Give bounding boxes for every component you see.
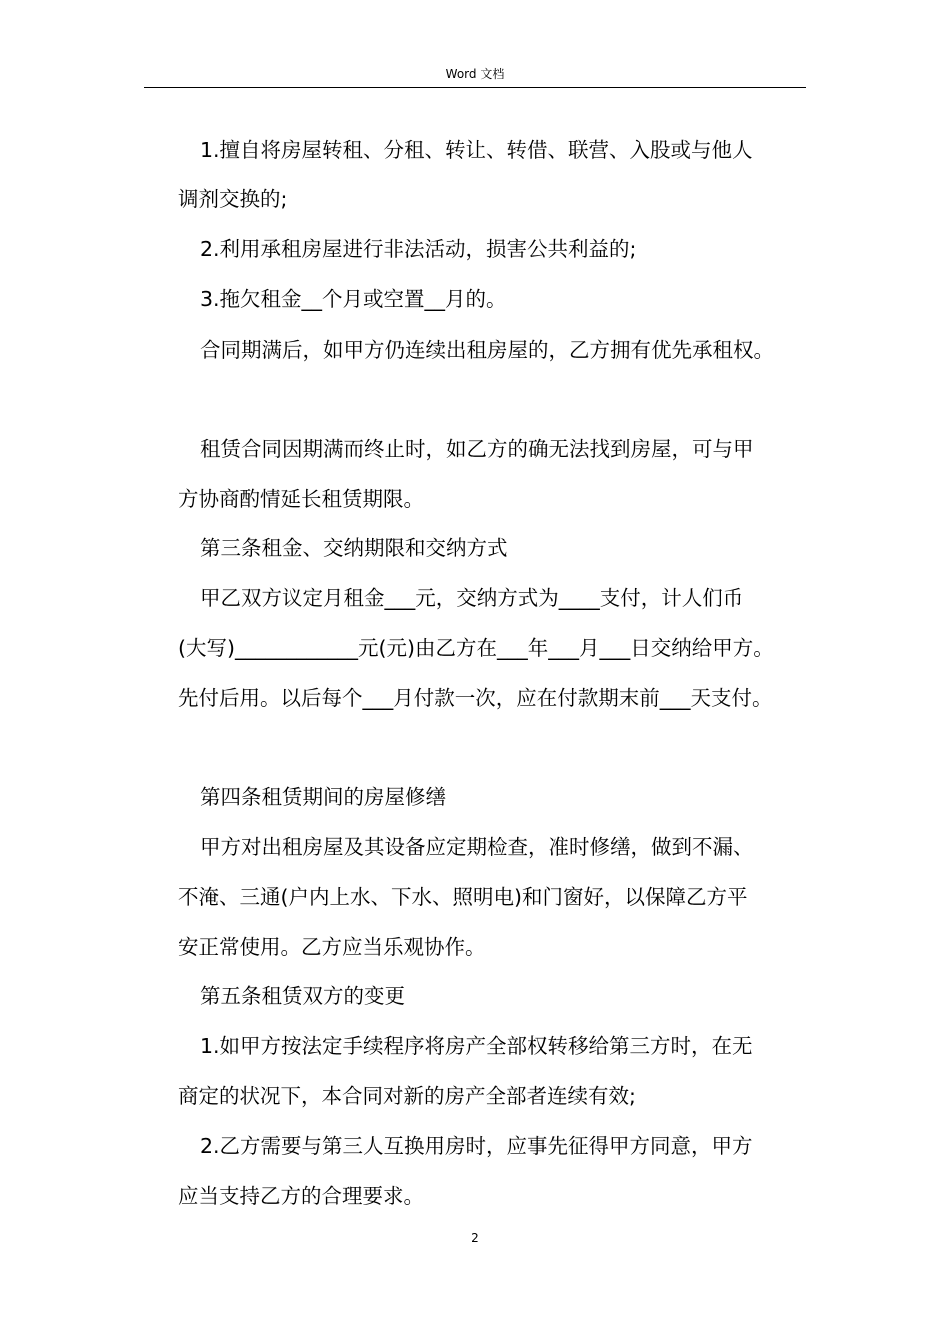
text-line: 第四条租赁期间的房屋修缮 <box>200 785 446 809</box>
text-line: 方协商酌情延长租赁期限。 <box>178 487 424 511</box>
text-line: 合同期满后，如甲方仍连续出租房屋的，乙方拥有优先承租权。 <box>200 338 774 362</box>
text-line: 第三条租金、交纳期限和交纳方式 <box>200 536 508 560</box>
text-line: (大写)____________元(元)由乙方在___年___月___日交纳给甲方。 <box>178 636 774 660</box>
text-line: 不淹、三通(户内上水、下水、照明电)和门窗好，以保障乙方平 <box>178 885 748 909</box>
text-line: 先付后用。以后每个___月付款一次，应在付款期末前___天支付。 <box>178 686 773 710</box>
text-line: 3.拖欠租金__个月或空置__月的。 <box>200 287 507 311</box>
text-line: 安正常使用。乙方应当乐观协作。 <box>178 935 486 959</box>
text-line: 应当支持乙方的合理要求。 <box>178 1184 424 1208</box>
text-line: 2.乙方需要与第三人互换用房时，应事先征得甲方同意，甲方 <box>200 1134 753 1158</box>
text-line: 调剂交换的; <box>178 187 288 211</box>
text-line: 甲乙双方议定月租金___元，交纳方式为____支付，计人们币 <box>200 586 744 610</box>
text-line: 2.利用承租房屋进行非法活动，损害公共利益的; <box>200 237 637 261</box>
page-number: 2 <box>471 1231 479 1245</box>
text-line: 1.擅自将房屋转租、分租、转让、转借、联营、入股或与他人 <box>200 138 753 162</box>
text-line: 租赁合同因期满而终止时，如乙方的确无法找到房屋，可与甲 <box>200 437 754 461</box>
page-header: Word 文档 <box>445 67 505 81</box>
text-line: 1.如甲方按法定手续程序将房产全部权转移给第三方时，在无 <box>200 1034 753 1058</box>
text-line: 甲方对出租房屋及其设备应定期检查，准时修缮，做到不漏、 <box>200 835 754 859</box>
text-line: 商定的状况下，本合同对新的房产全部者连续有效; <box>178 1084 636 1108</box>
text-line: 第五条租赁双方的变更 <box>200 984 405 1008</box>
header-rule <box>144 87 806 88</box>
